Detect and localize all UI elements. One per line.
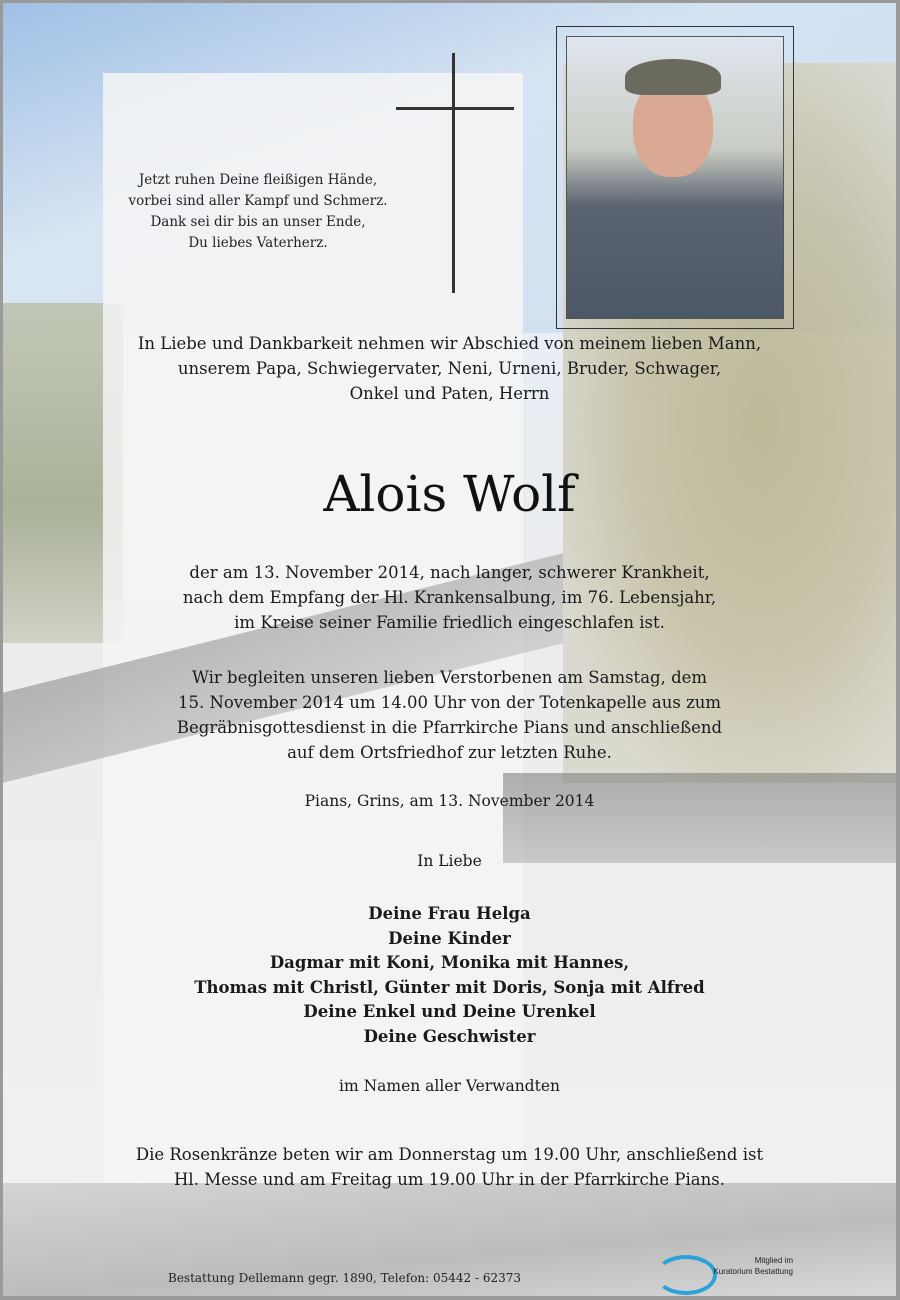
cross-vertical: [452, 53, 455, 293]
poem-line: Du liebes Vaterherz.: [188, 235, 328, 251]
poem-line: Dank sei dir bis an unser Ende,: [150, 214, 366, 230]
text-line: 15. November 2014 um 14.00 Uhr von der Totenkapelle aus zum: [177, 693, 722, 712]
text-line: Begräbnisgottesdienst in die Pfarrkirche Pians und anschließend: [176, 718, 723, 737]
intro-line: Onkel und Paten, Herrn: [349, 384, 550, 403]
text-line: Die Rosenkränze beten wir am Donnerstag um 19.00 Uhr, anschließend ist: [135, 1145, 764, 1164]
intro-line: In Liebe und Dankbarkeit nehmen wir Abschied von meinem lieben Mann,: [137, 334, 762, 353]
intro-text: [3, 331, 896, 406]
logo-line: Mitglied im: [754, 1256, 793, 1265]
text-line: auf dem Ortsfriedhof zur letzten Ruhe.: [287, 743, 612, 762]
death-details: [3, 560, 896, 635]
place-date: Pians, Grins, am 13. November 2014: [304, 792, 595, 810]
text-line: der am 13. November 2014, nach langer, schwerer Krankheit,: [189, 563, 710, 582]
funeral-home-footer: Bestattung Dellemann gegr. 1890, Telefon: 05442 - 62373: [168, 1271, 522, 1285]
obituary-page: [3, 3, 896, 1296]
background-roof-right: [503, 773, 896, 863]
kuratorium-logo: [655, 1251, 795, 1291]
portrait-cap: [625, 59, 721, 95]
rosary-info: [3, 1142, 896, 1192]
on-behalf: im Namen aller Verwandten: [339, 1077, 560, 1095]
intro-line: unserem Papa, Schwiegervater, Neni, Urneni, Bruder, Schwager,: [177, 359, 722, 378]
portrait-photo: [566, 36, 784, 319]
family-line: Deine Frau Helga: [368, 904, 531, 923]
logo-line: Kuratorium Bestattung: [713, 1267, 793, 1276]
portrait-frame: [556, 26, 794, 329]
poem-line: Jetzt ruhen Deine fleißigen Hände,: [138, 172, 378, 188]
family-line: Deine Geschwister: [363, 1026, 536, 1046]
family-line: Thomas mit Christl, Günter mit Doris, Sonja mit Alfred: [194, 977, 705, 997]
funeral-details: [3, 665, 896, 765]
in-liebe: In Liebe: [417, 852, 482, 870]
logo-text: [697, 1255, 793, 1277]
family-line: Deine Kinder: [388, 928, 511, 948]
text-line: nach dem Empfang der Hl. Krankensalbung, im 76. Lebensjahr,: [182, 588, 717, 607]
family-line: Deine Enkel und Deine Urenkel: [303, 1002, 596, 1022]
cross-horizontal: [396, 107, 514, 110]
family-list: [3, 902, 896, 1050]
poem-line: vorbei sind aller Kampf und Schmerz.: [128, 193, 388, 209]
poem: [113, 170, 403, 254]
text-line: Hl. Messe und am Freitag um 19.00 Uhr in der Pfarrkirche Pians.: [174, 1170, 725, 1189]
text-line: im Kreise seiner Familie friedlich eingeschlafen ist.: [234, 613, 665, 632]
text-line: Wir begleiten unseren lieben Verstorbenen am Samstag, dem: [191, 668, 708, 687]
family-line: Dagmar mit Koni, Monika mit Hannes,: [269, 953, 630, 973]
deceased-name: Alois Wolf: [323, 465, 576, 523]
